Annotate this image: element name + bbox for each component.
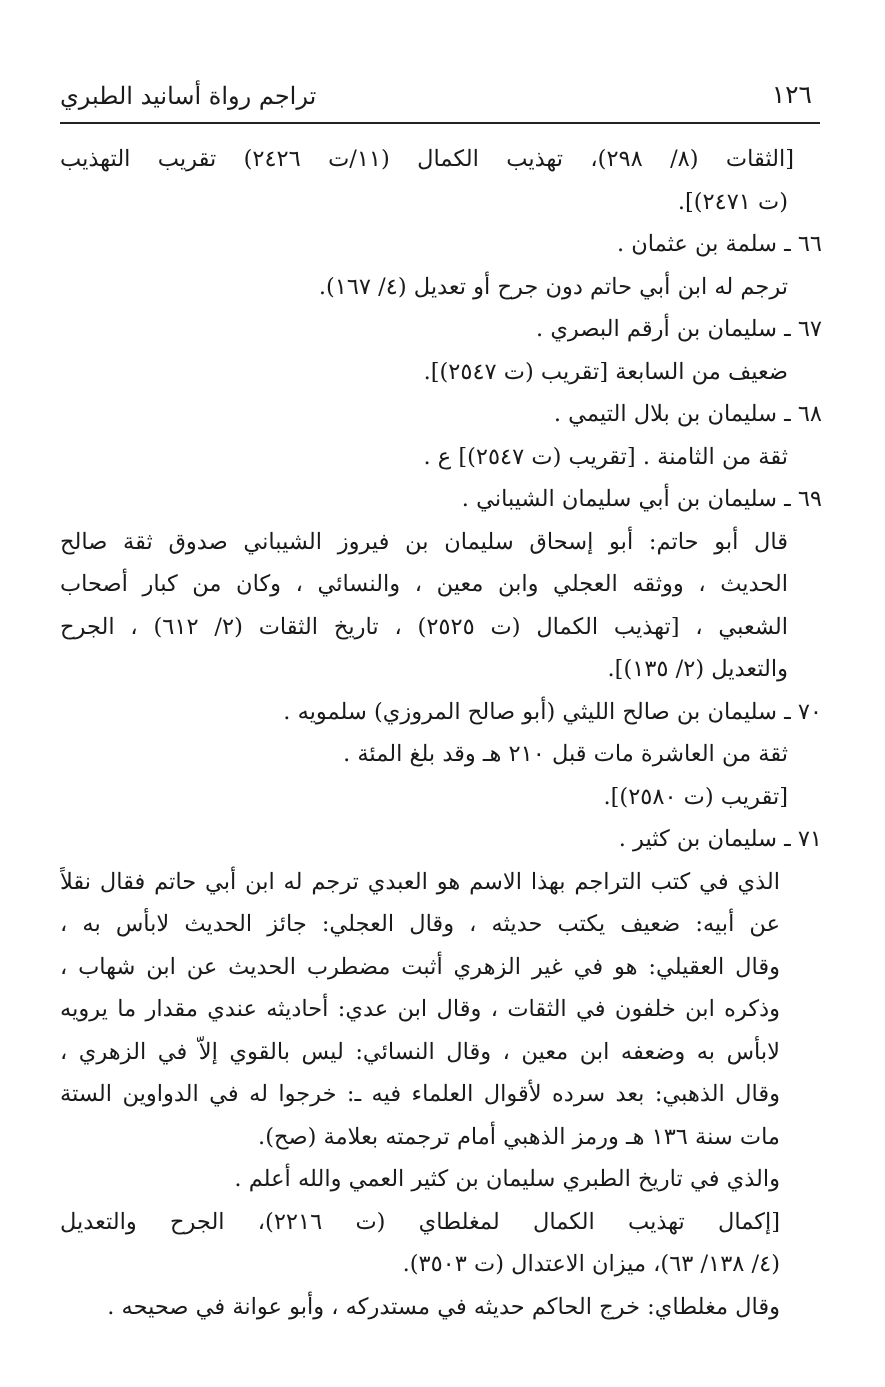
- entry-heading: ٦٨ ـ سليمان بن بلال التيمي .: [553, 401, 822, 427]
- text-line: (٤/ ١٣٨/ ٦٣)، ميزان الاعتدال (ت ٣٥٠٣).: [402, 1251, 780, 1277]
- text-line: [الثقات (٨/ ٢٩٨)، تهذيب الكمال (١١/ت ٢٤٢٦) تقريب التهذيب: [60, 146, 794, 172]
- entry-heading: ٦٧ ـ سليمان بن أرقم البصري .: [536, 316, 822, 342]
- text-line: ثقة من العاشرة مات قبل ٢١٠ هـ وقد بلغ المئة .: [343, 741, 788, 767]
- text-line: الحديث ، ووثقه العجلي وابن معين ، والنسائي ، وكان من كبار أصحاب: [60, 571, 788, 597]
- running-title: تراجم رواة أسانيد الطبري: [60, 82, 317, 110]
- entry-heading: ٦٦ ـ سلمة بن عثمان .: [616, 231, 822, 257]
- text-line: [تقريب (ت ٢٥٨٠)].: [603, 783, 788, 810]
- text-line: عن أبيه: ضعيف يكتب حديثه ، وقال العجلي: جائز الحديث لابأس به ،: [60, 911, 780, 937]
- text-line: الشعبي ، [تهذيب الكمال (ت ٢٥٢٥) ، تاريخ الثقات (٢/ ٦١٢) ، الجرح: [60, 613, 788, 640]
- text-line: [إكمال تهذيب الكمال لمغلطاي (ت ٢٢١٦)، الجرح والتعديل: [60, 1208, 780, 1235]
- page-number: ١٢٦: [771, 80, 812, 109]
- text-line: ثقة من الثامنة . [تقريب (ت ٢٥٤٧)] ع .: [423, 443, 788, 470]
- entry-heading: ٧١ ـ سليمان بن كثير .: [618, 826, 822, 852]
- text-line: قال أبو حاتم: أبو إسحاق سليمان بن فيروز الشيباني صدوق ثقة صالح: [60, 528, 788, 555]
- text-line: وقال الذهبي: بعد سرده لأقوال العلماء فيه ـ: خرجوا له في الدواوين الستة: [60, 1081, 780, 1107]
- text-line: ترجم له ابن أبي حاتم دون جرح أو تعديل (٤/ ١٦٧).: [318, 273, 788, 300]
- text-line: وذكره ابن خلفون في الثقات ، وقال ابن عدي: أحاديثه عندي مقدار ما يرويه: [60, 996, 780, 1022]
- text-line: الذي في كتب التراجم بهذا الاسم هو العبدي ترجم له ابن أبي حاتم فقال نقلاً: [60, 868, 780, 895]
- page-body: [60, 138, 822, 1328]
- entry-heading: ٧٠ ـ سليمان بن صالح الليثي (أبو صالح المروزي) سلمويه .: [283, 698, 822, 725]
- text-line: والتعديل (٢/ ١٣٥)].: [607, 656, 788, 682]
- page-header: [60, 78, 820, 124]
- text-line: لابأس به وضعفه ابن معين ، وقال النسائي: ليس بالقوي إلاّ في الزهري ،: [60, 1038, 780, 1065]
- text-line: والذي في تاريخ الطبري سليمان بن كثير العمي والله أعلم .: [234, 1166, 780, 1192]
- text-line: (ت ٢٤٧١)].: [677, 188, 788, 215]
- text-line: وقال مغلطاي: خرج الحاكم حديثه في مستدركه ، وأبو عوانة في صحيحه .: [107, 1293, 780, 1320]
- text-line: وقال العقيلي: هو في غير الزهري أثبت مضطرب الحديث عن ابن شهاب ،: [60, 953, 780, 980]
- text-line: ضعيف من السابعة [تقريب (ت ٢٥٤٧)].: [423, 358, 788, 385]
- text-line: مات سنة ١٣٦ هـ ورمز الذهبي أمام ترجمته بعلامة (صح).: [258, 1123, 780, 1150]
- entry-heading: ٦٩ ـ سليمان بن أبي سليمان الشيباني .: [461, 486, 822, 512]
